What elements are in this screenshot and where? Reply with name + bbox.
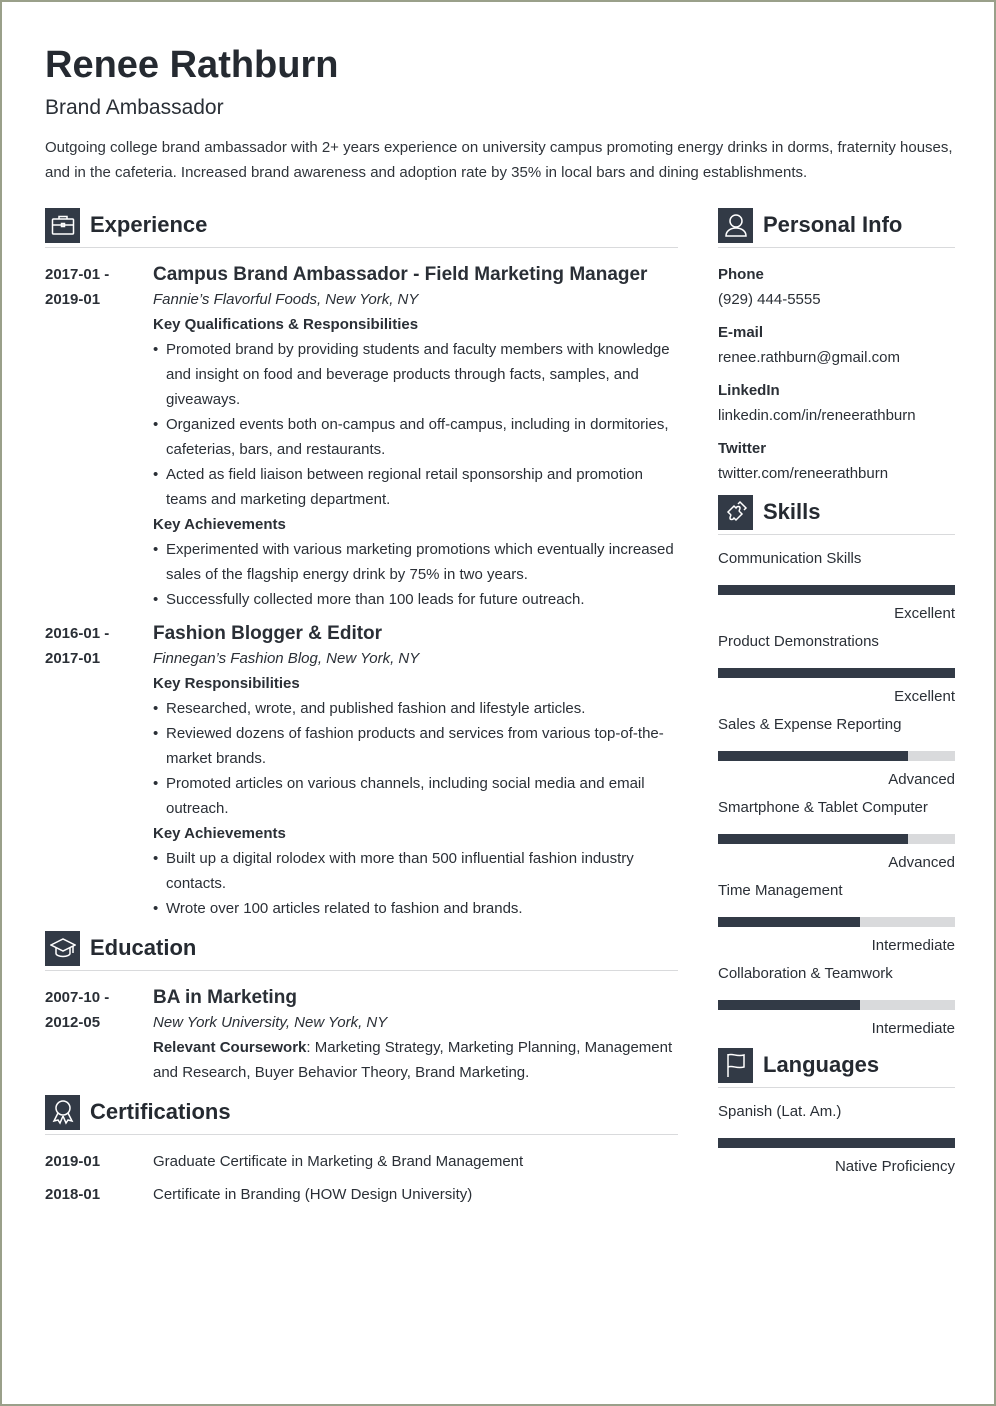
skill-name: Product Demonstrations xyxy=(718,633,879,650)
company-name: Finnegan’s Fashion Blog, New York, NY xyxy=(153,650,420,667)
puzzle-piece-icon xyxy=(718,495,753,530)
entry-subheading: Key Responsibilities xyxy=(153,675,300,692)
graduation-cap-icon xyxy=(45,931,80,966)
skill-name: Smartphone & Tablet Computer xyxy=(718,799,928,816)
coursework-text: : Marketing Strategy, Marketing Planning, Management and Research, Buyer Behavior Theory, Brand Marketing. xyxy=(153,1039,673,1081)
skill-bar xyxy=(718,834,955,844)
linkedin-label: LinkedIn xyxy=(718,382,780,399)
skill-bar-fill xyxy=(718,751,908,761)
skill-bar xyxy=(718,917,955,927)
job-title: Fashion Blogger & Editor xyxy=(153,623,383,644)
entry-body xyxy=(153,262,678,612)
education-entry xyxy=(45,985,678,1085)
sidebar-column xyxy=(718,207,955,1185)
skill-bar xyxy=(718,751,955,761)
skills-section-header xyxy=(718,494,955,535)
bullet-list xyxy=(153,337,678,512)
coursework-label: Relevant Coursework xyxy=(153,1039,307,1056)
skill-bar xyxy=(718,585,955,595)
language-name: Spanish (Lat. Am.) xyxy=(718,1103,842,1120)
twitter-value[interactable]: twitter.com/reneerathburn xyxy=(718,465,889,482)
bullet-item: • Built up a digital rolodex with more than 500 influential fashion industry contacts. xyxy=(153,846,678,896)
languages-section-header xyxy=(718,1047,955,1088)
skill-item xyxy=(718,715,955,790)
bullet-list xyxy=(153,696,678,821)
experience-section-header xyxy=(45,207,678,248)
degree-title: BA in Marketing xyxy=(153,987,297,1008)
skill-level: Excellent xyxy=(894,605,955,622)
personal-info-section-header xyxy=(718,207,955,248)
phone-value: (929) 444-5555 xyxy=(718,291,821,308)
languages-heading: Languages xyxy=(763,1052,880,1077)
twitter-label: Twitter xyxy=(718,440,767,457)
bullet-item: • Researched, wrote, and published fashion and lifestyle articles. xyxy=(153,696,678,721)
skill-name: Communication Skills xyxy=(718,550,862,567)
experience-entry xyxy=(45,621,678,921)
phone-label: Phone xyxy=(718,266,764,283)
skill-item xyxy=(718,632,955,707)
skill-level: Intermediate xyxy=(871,1020,955,1037)
entry-date xyxy=(45,262,153,612)
resume-header xyxy=(45,42,955,185)
language-bar-fill xyxy=(718,1138,955,1148)
school-name: New York University, New York, NY xyxy=(153,1014,388,1031)
skill-item xyxy=(718,964,955,1039)
skill-bar-fill xyxy=(718,1000,860,1010)
cert-date: 2018-01 xyxy=(45,1186,101,1203)
personal-info-heading: Personal Info xyxy=(763,212,903,237)
flag-icon xyxy=(718,1048,753,1083)
entry-body xyxy=(153,985,678,1085)
education-section-header xyxy=(45,930,678,971)
job-title: Campus Brand Ambassador - Field Marketing Manager xyxy=(153,264,648,285)
skill-bar xyxy=(718,1000,955,1010)
bullet-item: • Promoted articles on various channels, including social media and email outreach. xyxy=(153,771,678,821)
bullet-item: • Acted as field liaison between regional retail sponsorship and promotion teams and marketing department. xyxy=(153,462,678,512)
skill-bar-fill xyxy=(718,668,955,678)
skill-item xyxy=(718,798,955,873)
award-ribbon-icon xyxy=(45,1095,80,1130)
skill-level: Advanced xyxy=(888,854,955,871)
main-column xyxy=(45,207,678,1215)
cert-name: Certificate in Branding (HOW Design University) xyxy=(153,1186,473,1203)
coursework xyxy=(153,1035,678,1085)
education-heading: Education xyxy=(90,935,197,960)
bullet-item: • Promoted brand by providing students and faculty members with knowledge and insight on food and beverage products through facts, samples, and giveaways. xyxy=(153,337,678,412)
date-start: 2016-01 - xyxy=(45,625,110,642)
bullet-item: • Reviewed dozens of fashion products and services from various top-of-the-market brands. xyxy=(153,721,678,771)
skill-name: Time Management xyxy=(718,882,843,899)
linkedin-value[interactable]: linkedin.com/in/reneerathburn xyxy=(718,407,916,424)
bullet-list xyxy=(153,846,678,921)
skill-level: Intermediate xyxy=(871,937,955,954)
cert-name: Graduate Certificate in Marketing & Brand Management xyxy=(153,1153,524,1170)
certification-row xyxy=(45,1182,678,1207)
skill-level: Advanced xyxy=(888,771,955,788)
briefcase-icon xyxy=(45,208,80,243)
certification-row xyxy=(45,1149,678,1174)
entry-subheading: Key Achievements xyxy=(153,516,286,533)
skills-list xyxy=(718,549,955,1039)
language-bar xyxy=(718,1138,955,1148)
bullet-list xyxy=(153,537,678,612)
skill-bar-fill xyxy=(718,834,908,844)
entry-subheading: Key Achievements xyxy=(153,825,286,842)
bullet-item: • Successfully collected more than 100 leads for future outreach. xyxy=(153,587,678,612)
skill-name: Collaboration & Teamwork xyxy=(718,965,893,982)
certifications-heading: Certifications xyxy=(90,1099,231,1124)
date-end: 2012-05 xyxy=(45,1014,101,1031)
skill-bar-fill xyxy=(718,585,955,595)
summary-text: Outgoing college brand ambassador with 2+ years experience on university campus promoting energy drinks in dorms, fraternity houses, and in the cafeteria. Increased brand awareness and adoption rate by 35% in local bars and dining establishments. xyxy=(45,139,953,181)
experience-heading: Experience xyxy=(90,212,208,237)
date-end: 2017-01 xyxy=(45,650,101,667)
entry-subheading: Key Qualifications & Responsibilities xyxy=(153,316,419,333)
bullet-item: • Organized events both on-campus and off-campus, including in dormitories, cafeterias, bars, and restaurants. xyxy=(153,412,678,462)
skill-level: Excellent xyxy=(894,688,955,705)
date-end: 2019-01 xyxy=(45,291,101,308)
skill-item xyxy=(718,881,955,956)
bullet-item: • Experimented with various marketing promotions which eventually increased sales of the flagship energy drink by 75% in two years. xyxy=(153,537,678,587)
entry-date xyxy=(45,621,153,921)
language-item xyxy=(718,1102,955,1177)
skills-heading: Skills xyxy=(763,499,821,524)
candidate-name: Renee Rathburn xyxy=(45,44,339,86)
email-label: E-mail xyxy=(718,324,764,341)
job-title-headline: Brand Ambassador xyxy=(45,96,224,119)
cert-date: 2019-01 xyxy=(45,1153,101,1170)
date-start: 2017-01 - xyxy=(45,266,110,283)
bullet-item: • Wrote over 100 articles related to fashion and brands. xyxy=(153,896,678,921)
experience-entry xyxy=(45,262,678,612)
person-icon xyxy=(718,208,753,243)
skill-bar-fill xyxy=(718,917,860,927)
email-value[interactable]: renee.rathburn@gmail.com xyxy=(718,349,900,366)
certifications-section-header xyxy=(45,1094,678,1135)
date-start: 2007-10 - xyxy=(45,989,110,1006)
skill-item xyxy=(718,549,955,624)
skill-bar xyxy=(718,668,955,678)
entry-date xyxy=(45,985,153,1085)
language-level: Native Proficiency xyxy=(834,1158,955,1175)
entry-body xyxy=(153,621,678,921)
skill-name: Sales & Expense Reporting xyxy=(718,716,902,733)
company-name: Fannie’s Flavorful Foods, New York, NY xyxy=(153,291,419,308)
